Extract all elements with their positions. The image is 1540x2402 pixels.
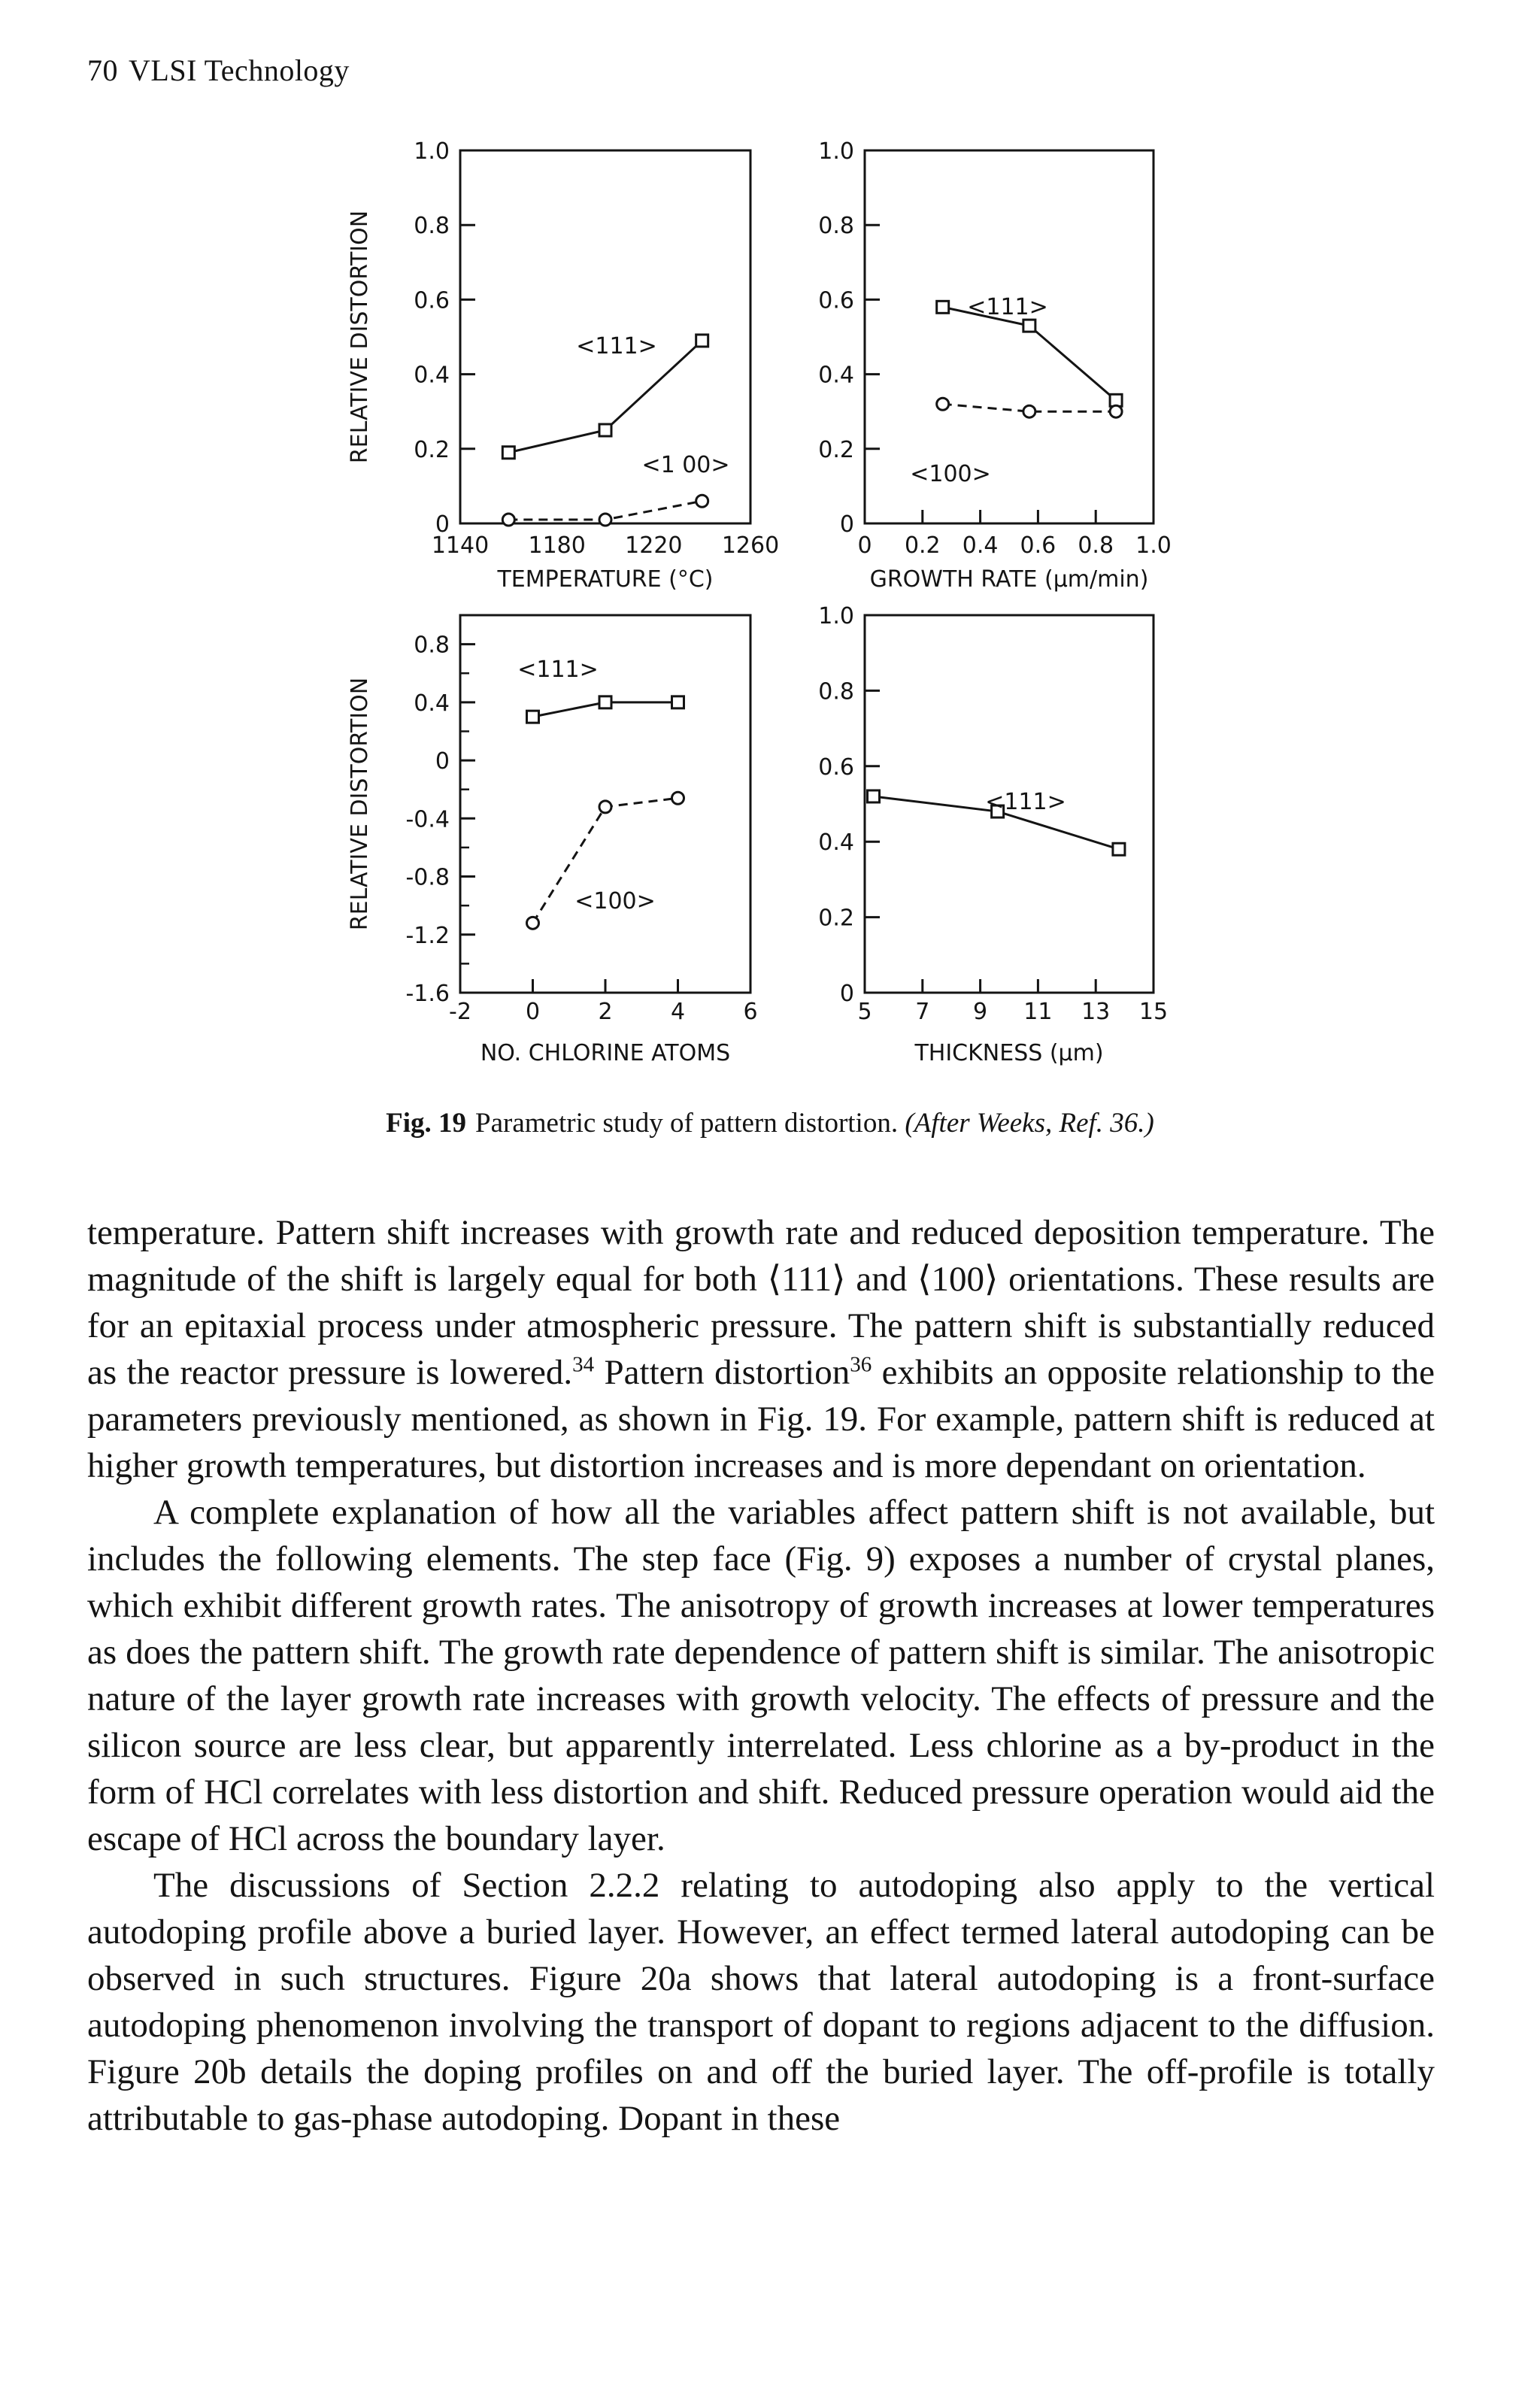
chart-4-xlabel: THICKNESS (µm) — [914, 1040, 1104, 1066]
chart-4-point-square — [868, 790, 880, 802]
chart-3-ytick-label: -1.6 — [405, 981, 450, 1007]
chart-3-point-square — [527, 711, 539, 723]
chart-4-ytick-label: 0 — [839, 981, 854, 1007]
chart-1-xlabel: TEMPERATURE (°C) — [497, 566, 714, 593]
chart-3-ytick-label: 0.4 — [414, 690, 450, 717]
chart-4-ytick-label: 0.2 — [818, 905, 854, 932]
page-number: 70 — [87, 53, 118, 87]
chart-4-xtick-label: 13 — [1081, 999, 1111, 1025]
chart-1-point-square — [599, 424, 611, 436]
chart-3-ytick-label: -1.2 — [405, 922, 450, 949]
chart-2-xtick-label: 0.6 — [1020, 532, 1056, 559]
chart-3-series-label: <111> — [517, 657, 599, 683]
chart-3-ytick-label: -0.8 — [405, 864, 450, 891]
chart-2-frame — [865, 150, 1153, 523]
chart-1-ytick-label: 0.8 — [414, 213, 450, 240]
chart-3-point-circle — [599, 801, 611, 813]
figure-19 — [0, 0, 1540, 1098]
citation-34: 34 — [572, 1352, 595, 1377]
chart-4-xtick-label: 7 — [915, 999, 930, 1025]
chart-3-point-circle — [672, 792, 684, 804]
chart-1-point-circle — [502, 514, 514, 526]
chart-3-ytick-label: 0 — [435, 748, 450, 775]
chart-1-series-label: <111> — [576, 333, 657, 359]
chart-1-ylabel: RELATIVE DISTORTION — [347, 210, 373, 464]
chart-3-xtick-label: 0 — [525, 999, 541, 1025]
chart-4-ytick-label: 0.8 — [818, 678, 854, 705]
chart-1-point-circle — [696, 495, 708, 507]
chart-1-xtick-label: 1180 — [528, 532, 586, 559]
p1-text-a: temperature. Pattern shift increases with growth rate and reduced deposition temperature. The magnitude of the shift is largely equal for both ⟨111⟩ and ⟨100⟩ orientations. These results are for an epitaxial process under atmospheric pressure. The pattern shift is substantially reduced as the reactor pressure is lowered. — [87, 1213, 1435, 1392]
chart-2-point-circle — [1110, 405, 1122, 417]
chart-3-series-label: <100> — [574, 888, 656, 914]
chart-2-point-circle — [1023, 405, 1035, 417]
paragraph-3: The discussions of Section 2.2.2 relating to autodoping also apply to the vertical autodoping profile above a buried layer. However, an effect termed lateral autodoping can be observed in such structures. Figure 20a shows that lateral autodoping is a front-surface autodoping phenomenon involving the transport of dopant to regions adjacent to the diffusion. Figure 20b details the doping profiles on and off the buried layer. The off-profile is totally attributable to gas-phase autodoping. Dopant in these — [87, 1866, 1435, 2138]
citation-36: 36 — [850, 1352, 872, 1377]
chart-2-series-label: <100> — [910, 461, 991, 487]
chart-4-xtick-label: 11 — [1023, 999, 1053, 1025]
chart-2-series-label: <111> — [967, 294, 1048, 320]
paragraph-2: A complete explanation of how all the variables affect pattern shift is not available, but includes the following elements. The step face (Fig. 9) exposes a number of crystal planes, which exhibit different growth rates. The anisotropy of growth increases at lower temperatures as does the pattern shift. The growth rate dependence of pattern shift is similar. The anisotropic nature of the layer growth rate increases with growth velocity. The effects of pressure and the silicon source are less clear, but apparently interrelated. Less chlorine as a by-product in the form of HCl correlates with less distortion and shift. Reduced pressure operation would aid the escape of HCl across the boundary layer. — [87, 1493, 1435, 1858]
chart-2-point-square — [1023, 320, 1035, 332]
chart-2-ytick-label: 0.2 — [818, 436, 854, 463]
chart-1-xtick-label: 1140 — [431, 532, 490, 559]
chart-2-point-circle — [937, 398, 949, 410]
chart-1-point-square — [696, 335, 708, 347]
chart-2-ytick-label: 0.8 — [818, 213, 854, 240]
chart-1-ytick-label: 0.6 — [414, 287, 450, 314]
chart-3-point-square — [672, 696, 684, 708]
caption-text: Parametric study of pattern distortion. — [475, 1108, 899, 1139]
chart-4-ytick-label: 0.4 — [818, 829, 854, 857]
chart-1-ytick-label: 0 — [435, 511, 450, 538]
chart-3-point-square — [599, 696, 611, 708]
chart-3-xtick-label: 2 — [598, 999, 613, 1025]
caption-label: Fig. 19 — [386, 1108, 467, 1139]
running-title: VLSI Technology — [129, 53, 350, 87]
chart-4-ytick-label: 0.6 — [818, 754, 854, 781]
chart-1-ytick-label: 0.4 — [414, 362, 450, 389]
chart-1-ytick-label: 1.0 — [414, 138, 450, 165]
chart-4-xtick-label: 9 — [973, 999, 988, 1025]
chart-1-xtick-label: 1220 — [625, 532, 683, 559]
chart-2-xtick-label: 0.4 — [962, 532, 999, 559]
chart-3-ytick-label: 0.8 — [414, 632, 450, 659]
chart-2-ytick-label: 0.4 — [818, 362, 854, 389]
caption-source: (After Weeks, Ref. 36.) — [905, 1108, 1154, 1139]
chart-1-series-label: <1 00> — [641, 452, 730, 478]
chart-1-point-square — [502, 447, 514, 459]
chart-3-xlabel: NO. CHLORINE ATOMS — [480, 1040, 731, 1066]
chart-1-xtick-label: 1260 — [721, 532, 780, 559]
chart-4-xtick-label: 5 — [857, 999, 872, 1025]
paragraph-1 — [87, 1209, 1435, 1489]
chart-3-xtick-label: 6 — [743, 999, 758, 1025]
chart-1-ytick-label: 0.2 — [414, 436, 450, 463]
chart-2-ytick-label: 1.0 — [818, 138, 854, 165]
chart-1-point-circle — [599, 514, 611, 526]
chart-3-point-circle — [527, 917, 539, 929]
p1-text-b: Pattern distortion — [594, 1353, 850, 1392]
chart-3-ytick-label: -0.4 — [405, 806, 450, 833]
chart-2-ytick-label: 0.6 — [818, 287, 854, 314]
chart-4-point-square — [1113, 843, 1125, 855]
chart-2-xlabel: GROWTH RATE (µm/min) — [869, 566, 1149, 593]
body-text — [87, 1209, 1435, 2142]
chart-2-xtick-label: 0.2 — [904, 532, 941, 559]
chart-4-xtick-label: 15 — [1138, 999, 1169, 1025]
p1-text-c: exhibits an opposite relationship to the parameters previously mentioned, as shown in Fig. 19. For example, pattern shift is reduced at higher growth temperatures, but distortion increases and is more dependant on orientation. — [87, 1353, 1435, 1485]
chart-2-xtick-label: 0 — [857, 532, 872, 559]
chart-3-xtick-label: -2 — [449, 999, 471, 1025]
chart-2-point-square — [937, 301, 949, 313]
chart-3-ylabel: RELATIVE DISTORTION — [347, 677, 373, 931]
chart-2-xtick-label: 1.0 — [1135, 532, 1172, 559]
chart-2-ytick-label: 0 — [839, 511, 854, 538]
chart-4-ytick-label: 1.0 — [818, 603, 854, 629]
chart-3-xtick-label: 4 — [670, 999, 686, 1025]
figure-caption — [0, 1107, 1540, 1139]
chart-4-series-label: <111> — [985, 789, 1066, 815]
chart-2-xtick-label: 0.8 — [1078, 532, 1114, 559]
